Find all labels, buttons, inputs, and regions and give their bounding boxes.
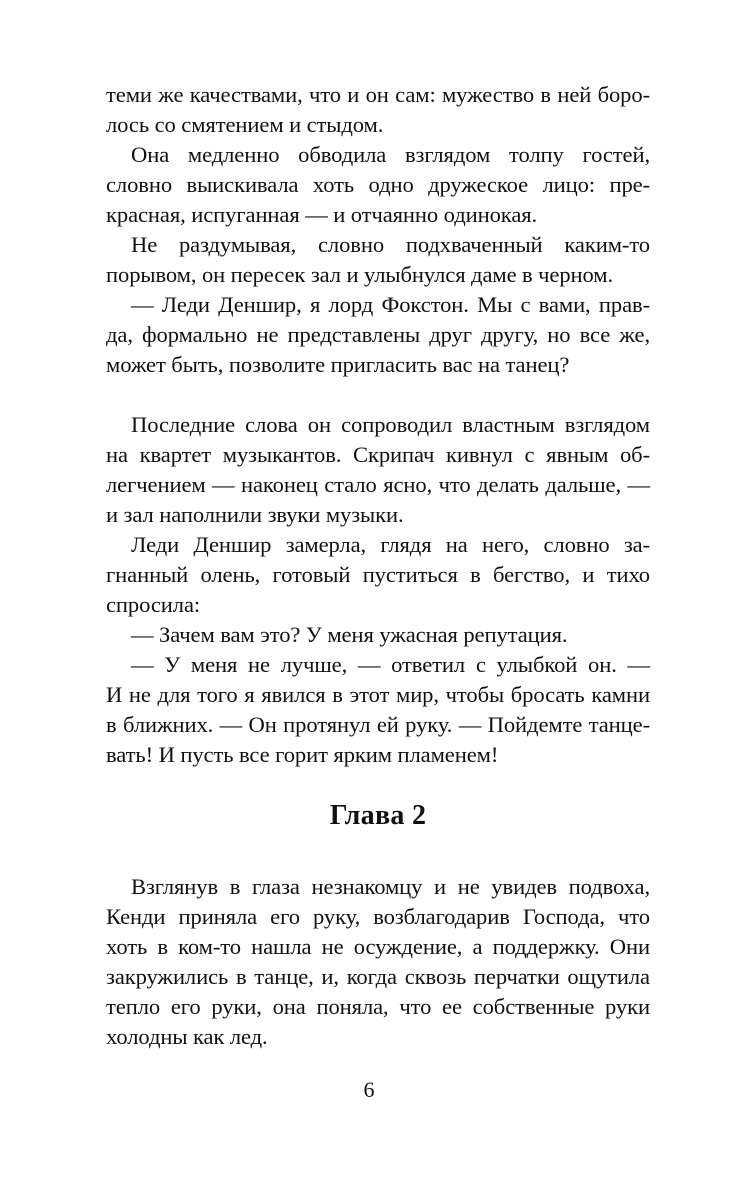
text-line: Последние слова он сопроводил властным взглядом (131, 412, 650, 437)
text-line: И не для того я явился в этот мир, чтобы бросать камни (106, 682, 650, 707)
text-line: Она медленно обводила взглядом толпу гостей, (131, 142, 650, 167)
book-page (106, 80, 650, 1052)
paragraph (106, 872, 650, 1052)
text-block-top (106, 80, 650, 380)
text-line: теми же качествами, что и он сам: мужество в ней боро- (106, 82, 650, 107)
page-number: 6 (363, 1077, 375, 1102)
text-line: лось со смятением и стыдом. (106, 112, 384, 137)
paragraph (106, 140, 650, 230)
section-break (106, 380, 650, 410)
text-line: хоть в ком-то нашла не осуждение, а поддержку. Они (106, 934, 650, 959)
text-line: порывом, он пересек зал и улыбнулся даме в черном. (106, 262, 614, 287)
text-line: Кенди приняла его руку, возблагодарив Господа, что (106, 904, 650, 929)
text-line: да, формально не представлены друг другу, но все же, (106, 322, 650, 347)
text-line: — Леди Деншир, я лорд Фокстон. Мы с вами, прав- (131, 292, 650, 317)
text-line: Взглянув в глаза незнакомцу и не увидев подвоха, (131, 874, 650, 899)
text-line: гнанный олень, готовый пуститься в бегство, и тихо (106, 562, 650, 587)
text-line: тепло его руки, она поняла, что ее собственные руки (106, 994, 650, 1019)
paragraph (106, 230, 650, 290)
paragraph (106, 620, 650, 650)
text-line: словно выискивала хоть одно дружеское лицо: пре- (106, 172, 650, 197)
paragraph (106, 530, 650, 620)
chapter-heading: Глава 2 (329, 800, 427, 831)
text-line: — У меня не лучше, — ответил с улыбкой он. — (131, 652, 650, 677)
paragraph (106, 650, 650, 770)
text-line: холодны как лед. (106, 1024, 268, 1049)
text-line: красная, испуганная — и отчаянно одинокая. (106, 202, 538, 227)
text-block-middle (106, 410, 650, 770)
text-line: закружились в танце, и, когда сквозь перчатки ощутила (106, 964, 650, 989)
text-line: Леди Деншир замерла, глядя на него, словно за- (131, 532, 650, 557)
paragraph (106, 290, 650, 380)
text-line: спросила: (106, 592, 201, 617)
text-line: вать! И пусть все горит ярким пламенем! (106, 742, 499, 767)
text-line: и зал наполнили звуки музыки. (106, 502, 404, 527)
paragraph (106, 80, 650, 140)
text-line: легчением — наконец стало ясно, что делать дальше, — (106, 472, 650, 497)
paragraph (106, 410, 650, 530)
text-line: Не раздумывая, словно подхваченный каким-то (131, 232, 650, 257)
text-line: в ближних. — Он протянул ей руку. — Пойдемте танце- (106, 712, 650, 737)
text-line: — Зачем вам это? У меня ужасная репутация. (131, 622, 568, 647)
text-line: может быть, позволите пригласить вас на танец? (106, 352, 570, 377)
text-block-bottom (106, 872, 650, 1052)
text-line: на квартет музыкантов. Скрипач кивнул с явным об- (106, 442, 650, 467)
